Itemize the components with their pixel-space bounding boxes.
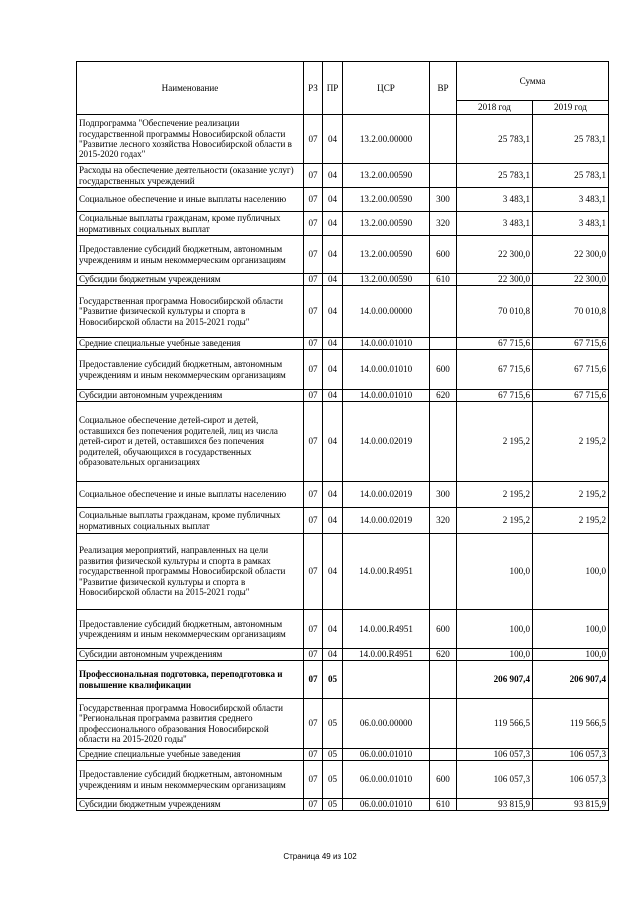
- row-sum-2019: 3 483,1: [533, 188, 609, 212]
- row-vr: 620: [430, 649, 457, 661]
- row-csr: [343, 661, 430, 699]
- row-name: Субсидии бюджетным учреждениям: [77, 799, 304, 811]
- row-pr: 04: [323, 482, 343, 508]
- row-pr: 04: [323, 164, 343, 188]
- row-vr: [430, 749, 457, 761]
- row-pr: 05: [323, 761, 343, 799]
- table-row: [77, 799, 609, 811]
- row-sum-2018: 119 566,5: [457, 699, 533, 749]
- row-pr: 04: [323, 338, 343, 350]
- table-row: [77, 212, 609, 236]
- row-sum-2018: 3 483,1: [457, 212, 533, 236]
- row-name: Субсидии бюджетным учреждениям: [77, 274, 304, 286]
- table-row: [77, 402, 609, 482]
- table-row: [77, 661, 609, 699]
- row-csr: 14.0.00.01010: [343, 350, 430, 390]
- table-row: [77, 286, 609, 338]
- table-row: [77, 610, 609, 649]
- row-name: Профессиональная подготовка, переподготовка и повышение квалификации: [77, 661, 304, 699]
- row-rz: 07: [304, 508, 323, 534]
- row-name: Социальные выплаты гражданам, кроме публичных нормативных социальных выплат: [77, 508, 304, 534]
- row-rz: 07: [304, 799, 323, 811]
- row-vr: [430, 699, 457, 749]
- row-sum-2018: 206 907,4: [457, 661, 533, 699]
- row-vr: [430, 115, 457, 164]
- table-row: [77, 649, 609, 661]
- page-number: Страница 49 из 102: [283, 852, 357, 861]
- row-csr: 13.2.00.00590: [343, 212, 430, 236]
- row-rz: 07: [304, 212, 323, 236]
- row-rz: 07: [304, 338, 323, 350]
- header-csr: ЦСР: [343, 62, 430, 115]
- row-sum-2019: 3 483,1: [533, 212, 609, 236]
- row-pr: 05: [323, 661, 343, 699]
- row-rz: 07: [304, 402, 323, 482]
- table-row: [77, 274, 609, 286]
- row-vr: [430, 164, 457, 188]
- row-csr: 14.0.00.02019: [343, 482, 430, 508]
- row-vr: 620: [430, 390, 457, 402]
- row-csr: 14.0.00.00000: [343, 286, 430, 338]
- budget-table: [76, 61, 609, 811]
- row-sum-2019: 106 057,3: [533, 749, 609, 761]
- row-pr: 05: [323, 799, 343, 811]
- row-csr: 06.0.00.01010: [343, 799, 430, 811]
- row-name: Субсидии автономным учреждениям: [77, 390, 304, 402]
- row-rz: 07: [304, 188, 323, 212]
- header-name: Наименование: [77, 62, 304, 115]
- row-sum-2018: 100,0: [457, 649, 533, 661]
- row-rz: 07: [304, 164, 323, 188]
- row-pr: 04: [323, 610, 343, 649]
- row-vr: 600: [430, 761, 457, 799]
- row-sum-2018: 93 815,9: [457, 799, 533, 811]
- row-pr: 05: [323, 749, 343, 761]
- row-sum-2019: 100,0: [533, 649, 609, 661]
- row-csr: 14.0.00.01010: [343, 338, 430, 350]
- row-sum-2018: 22 300,0: [457, 236, 533, 274]
- row-sum-2019: 67 715,6: [533, 338, 609, 350]
- row-csr: 14.0.00.02019: [343, 402, 430, 482]
- row-name: Социальные выплаты гражданам, кроме публичных нормативных социальных выплат: [77, 212, 304, 236]
- row-pr: 04: [323, 649, 343, 661]
- table-row: [77, 482, 609, 508]
- row-csr: 14.0.00.R4951: [343, 610, 430, 649]
- row-vr: [430, 534, 457, 610]
- row-csr: 14.0.00.R4951: [343, 534, 430, 610]
- header-year-2019: 2019 год: [533, 101, 609, 115]
- row-pr: 04: [323, 390, 343, 402]
- row-pr: 04: [323, 188, 343, 212]
- table-row: [77, 338, 609, 350]
- row-sum-2018: 3 483,1: [457, 188, 533, 212]
- row-pr: 04: [323, 212, 343, 236]
- row-pr: 04: [323, 286, 343, 338]
- row-csr: 13.2.00.00000: [343, 115, 430, 164]
- row-sum-2019: 2 195,2: [533, 402, 609, 482]
- row-rz: 07: [304, 390, 323, 402]
- row-sum-2019: 70 010,8: [533, 286, 609, 338]
- row-name: Социальное обеспечение и иные выплаты населению: [77, 482, 304, 508]
- row-vr: 610: [430, 274, 457, 286]
- row-pr: 04: [323, 236, 343, 274]
- row-sum-2019: 22 300,0: [533, 236, 609, 274]
- row-sum-2019: 2 195,2: [533, 482, 609, 508]
- row-csr: 13.2.00.00590: [343, 236, 430, 274]
- row-pr: 04: [323, 274, 343, 286]
- row-csr: 13.2.00.00590: [343, 274, 430, 286]
- row-csr: 14.0.00.R4951: [343, 649, 430, 661]
- row-csr: 14.0.00.02019: [343, 508, 430, 534]
- row-rz: 07: [304, 482, 323, 508]
- row-sum-2019: 106 057,3: [533, 761, 609, 799]
- row-sum-2018: 22 300,0: [457, 274, 533, 286]
- table-row: [77, 508, 609, 534]
- row-rz: 07: [304, 274, 323, 286]
- row-vr: 300: [430, 482, 457, 508]
- row-name: Реализация мероприятий, направленных на цели развития физической культуры и спорта в рамках государственной программы Новосибирской области "Развитие физической культуры и спорта в Новосибирской области на 2015-2021 годы": [77, 534, 304, 610]
- row-sum-2019: 25 783,1: [533, 115, 609, 164]
- row-sum-2018: 67 715,6: [457, 350, 533, 390]
- row-csr: 13.2.00.00590: [343, 164, 430, 188]
- row-sum-2019: 119 566,5: [533, 699, 609, 749]
- row-sum-2019: 2 195,2: [533, 508, 609, 534]
- row-sum-2019: 67 715,6: [533, 350, 609, 390]
- header-row: [77, 62, 609, 101]
- row-csr: 06.0.00.01010: [343, 749, 430, 761]
- row-name: Расходы на обеспечение деятельности (оказание услуг) государственных учреждений: [77, 164, 304, 188]
- table-row: [77, 115, 609, 164]
- row-rz: 07: [304, 350, 323, 390]
- row-pr: 04: [323, 350, 343, 390]
- row-name: Государственная программа Новосибирской области "Развитие физической культуры и спорта в Новосибирской области на 2015-2021 годы": [77, 286, 304, 338]
- row-name: Социальное обеспечение и иные выплаты населению: [77, 188, 304, 212]
- row-rz: 07: [304, 749, 323, 761]
- row-sum-2018: 100,0: [457, 534, 533, 610]
- row-rz: 07: [304, 649, 323, 661]
- header-pr: ПР: [323, 62, 343, 115]
- row-rz: 07: [304, 699, 323, 749]
- row-csr: 14.0.00.01010: [343, 390, 430, 402]
- row-rz: 07: [304, 286, 323, 338]
- row-name: Средние специальные учебные заведения: [77, 338, 304, 350]
- row-pr: 05: [323, 699, 343, 749]
- row-pr: 04: [323, 534, 343, 610]
- header-vr: ВР: [430, 62, 457, 115]
- row-sum-2018: 25 783,1: [457, 115, 533, 164]
- row-csr: 13.2.00.00590: [343, 188, 430, 212]
- row-pr: 04: [323, 402, 343, 482]
- row-csr: 06.0.00.00000: [343, 699, 430, 749]
- row-vr: 320: [430, 508, 457, 534]
- row-name: Предоставление субсидий бюджетным, автономным учреждениям и иным некоммерческим организациям: [77, 761, 304, 799]
- row-name: Подпрограмма "Обеспечение реализации государственной программы Новосибирской области "Развитие лесного хозяйства Новосибирской области в 2015-2020 годах": [77, 115, 304, 164]
- row-sum-2019: 22 300,0: [533, 274, 609, 286]
- row-vr: 300: [430, 188, 457, 212]
- table-row: [77, 350, 609, 390]
- row-name: Социальное обеспечение детей-сирот и детей, оставшихся без попечения родителей, лиц из числа детей-сирот и детей, оставшихся без попечения родителей, обучающихся в государственных образовательных организациях: [77, 402, 304, 482]
- row-rz: 07: [304, 115, 323, 164]
- row-sum-2018: 2 195,2: [457, 482, 533, 508]
- row-sum-2018: 2 195,2: [457, 402, 533, 482]
- table-row: [77, 749, 609, 761]
- row-rz: 07: [304, 534, 323, 610]
- header-rz: РЗ: [304, 62, 323, 115]
- row-vr: 600: [430, 610, 457, 649]
- row-sum-2018: 67 715,6: [457, 390, 533, 402]
- row-sum-2018: 2 195,2: [457, 508, 533, 534]
- table-row: [77, 236, 609, 274]
- row-name: Субсидии автономным учреждениям: [77, 649, 304, 661]
- table-row: [77, 188, 609, 212]
- row-name: Предоставление субсидий бюджетным, автономным учреждениям и иным некоммерческим организациям: [77, 350, 304, 390]
- row-sum-2019: 67 715,6: [533, 390, 609, 402]
- table-row: [77, 164, 609, 188]
- row-rz: 07: [304, 761, 323, 799]
- row-sum-2019: 100,0: [533, 610, 609, 649]
- row-sum-2019: 93 815,9: [533, 799, 609, 811]
- row-sum-2019: 25 783,1: [533, 164, 609, 188]
- row-vr: 610: [430, 799, 457, 811]
- header-year-2018: 2018 год: [457, 101, 533, 115]
- row-sum-2018: 106 057,3: [457, 761, 533, 799]
- row-vr: 320: [430, 212, 457, 236]
- row-rz: 07: [304, 661, 323, 699]
- row-vr: [430, 661, 457, 699]
- row-name: Государственная программа Новосибирской области "Региональная программа развития среднего профессионального образования Новосибирской области на 2015-2020 годы": [77, 699, 304, 749]
- table-row: [77, 534, 609, 610]
- row-vr: [430, 402, 457, 482]
- row-rz: 07: [304, 610, 323, 649]
- row-pr: 04: [323, 115, 343, 164]
- row-name: Предоставление субсидий бюджетным, автономным учреждениям и иным некоммерческим организациям: [77, 610, 304, 649]
- row-sum-2018: 100,0: [457, 610, 533, 649]
- table-row: [77, 761, 609, 799]
- row-rz: 07: [304, 236, 323, 274]
- table-row: [77, 699, 609, 749]
- row-csr: 06.0.00.01010: [343, 761, 430, 799]
- table-row: [77, 390, 609, 402]
- row-vr: 600: [430, 350, 457, 390]
- row-sum-2018: 67 715,6: [457, 338, 533, 350]
- row-name: Предоставление субсидий бюджетным, автономным учреждениям и иным некоммерческим организациям: [77, 236, 304, 274]
- row-sum-2018: 106 057,3: [457, 749, 533, 761]
- header-sum: Сумма: [457, 62, 609, 101]
- row-vr: [430, 286, 457, 338]
- row-sum-2019: 100,0: [533, 534, 609, 610]
- row-sum-2019: 206 907,4: [533, 661, 609, 699]
- row-vr: [430, 338, 457, 350]
- row-pr: 04: [323, 508, 343, 534]
- row-vr: 600: [430, 236, 457, 274]
- row-sum-2018: 70 010,8: [457, 286, 533, 338]
- row-name: Средние специальные учебные заведения: [77, 749, 304, 761]
- row-sum-2018: 25 783,1: [457, 164, 533, 188]
